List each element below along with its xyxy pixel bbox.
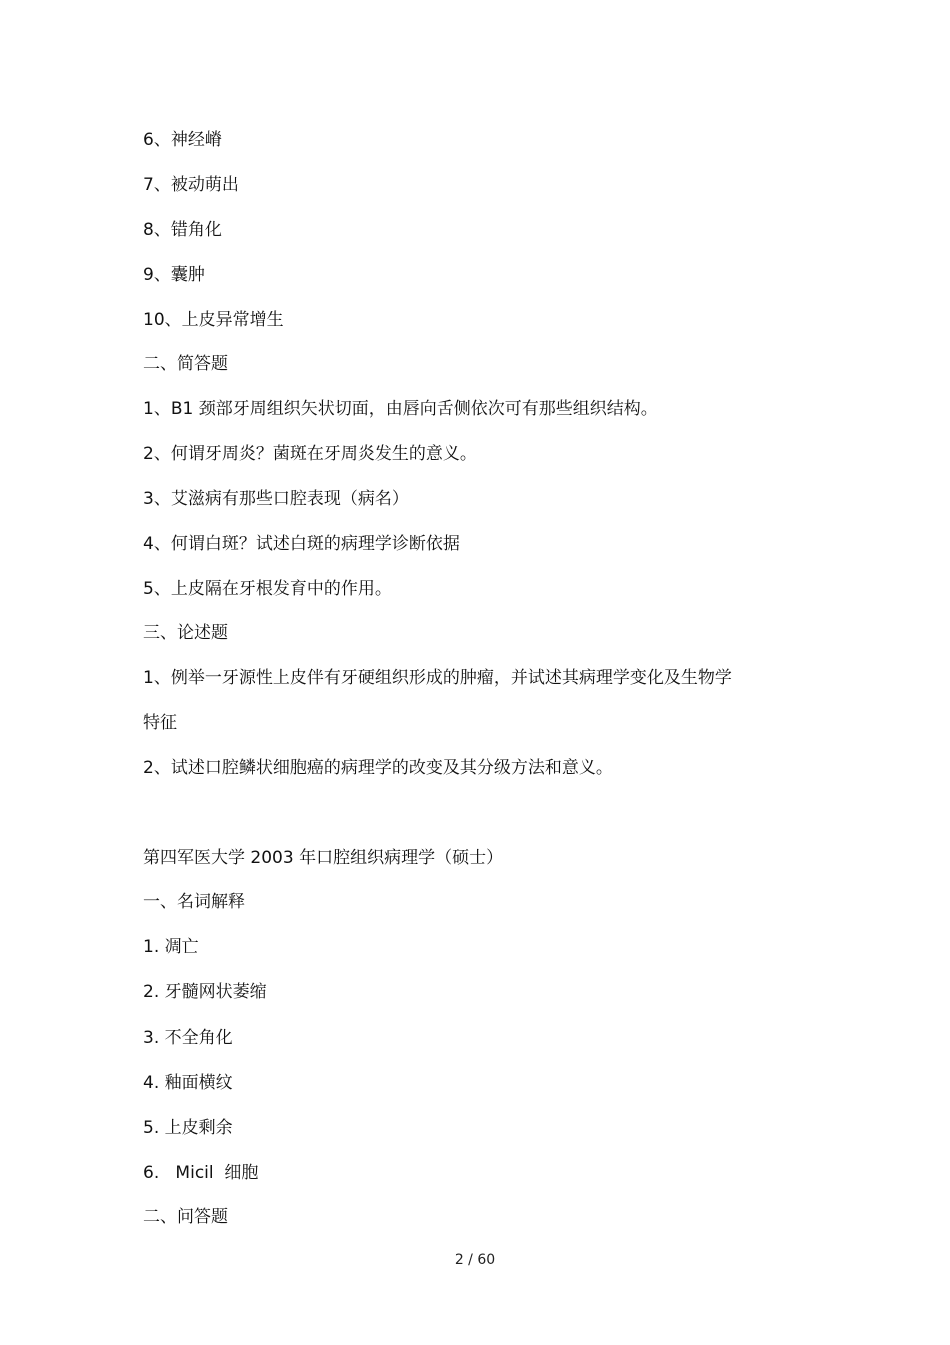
page-number: 2 / 60 [454, 1252, 496, 1268]
section-heading: 二、问答题 [143, 1207, 228, 1227]
text-line: 1、B1 颈部牙周组织矢状切面，由唇向舌侧依次可有那些组织结构。 [143, 399, 658, 419]
text-line: 3. 不全角化 [143, 1028, 233, 1048]
text-line: 6. Micil 细胞 [143, 1163, 259, 1183]
section-heading: 一、名词解释 [143, 892, 245, 912]
exam-title: 第四军医大学 2003 年口腔组织病理学（硕士） [143, 848, 504, 868]
text-line: 2. 牙髓网状萎缩 [143, 982, 267, 1002]
text-line: 2、试述口腔鳞状细胞癌的病理学的改变及其分级方法和意义。 [143, 758, 613, 778]
text-line: 5. 上皮剩余 [143, 1118, 233, 1138]
text-line: 8、错角化 [143, 220, 222, 240]
section-heading: 二、简答题 [143, 354, 228, 374]
text-line: 特征 [143, 713, 177, 733]
text-line: 4. 釉面横纹 [143, 1073, 233, 1093]
text-line: 10、上皮异常增生 [143, 310, 284, 330]
text-line: 3、艾滋病有那些口腔表现（病名） [143, 489, 409, 509]
text-line: 9、囊肿 [143, 265, 205, 285]
text-line: 1、例举一牙源性上皮伴有牙硬组织形成的肿瘤，并试述其病理学变化及生物学 [143, 668, 732, 688]
section-heading: 三、论述题 [143, 623, 228, 643]
text-line: 1. 凋亡 [143, 937, 199, 957]
text-line: 5、上皮隔在牙根发育中的作用。 [143, 579, 392, 599]
text-line: 6、神经嵴 [143, 130, 222, 150]
text-line: 2、何谓牙周炎？菌斑在牙周炎发生的意义。 [143, 444, 477, 464]
text-line: 4、何谓白斑？试述白斑的病理学诊断依据 [143, 534, 460, 554]
text-line: 7、被动萌出 [143, 175, 239, 195]
